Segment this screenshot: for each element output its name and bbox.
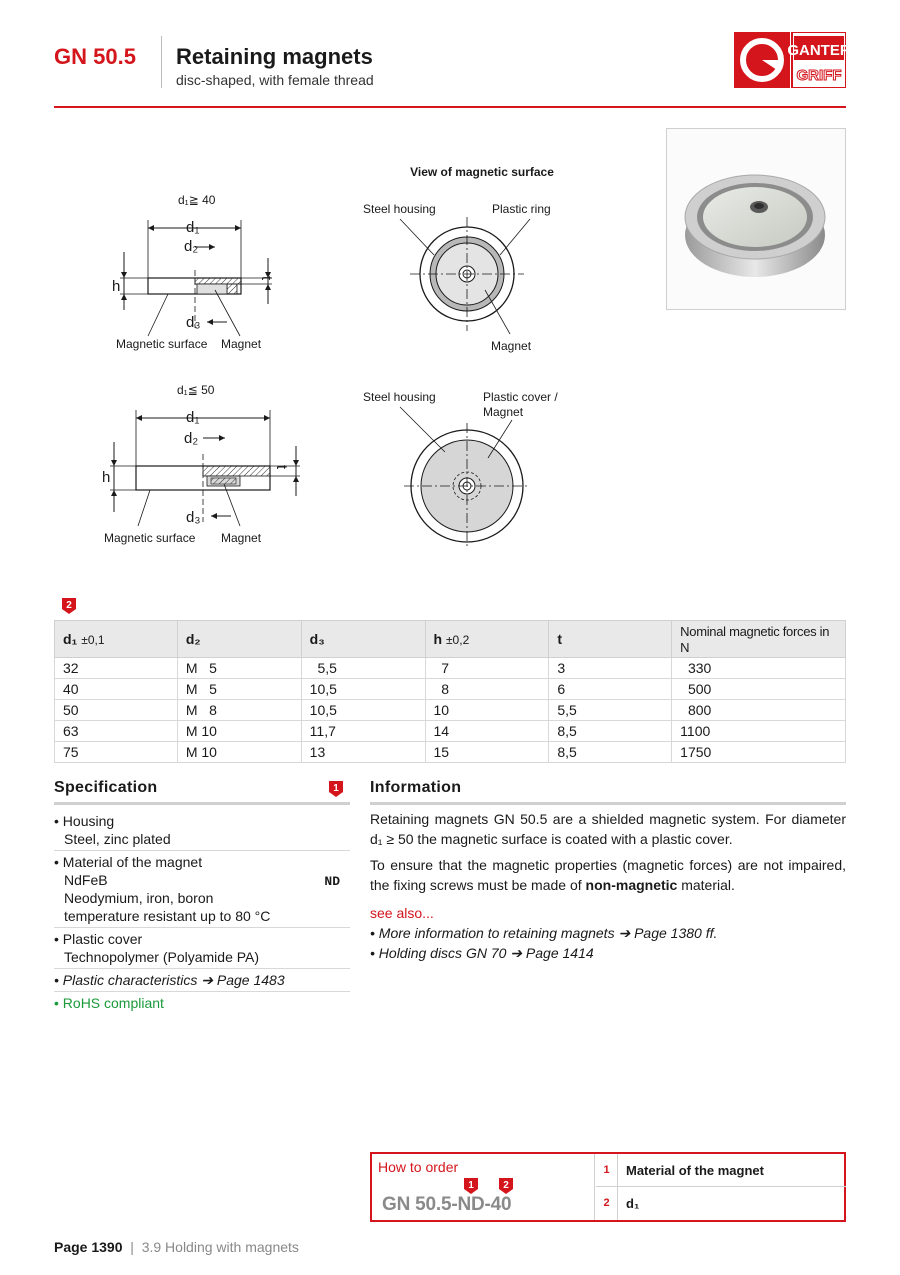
table-cell: 13 xyxy=(301,742,425,763)
header-nominal-force: Nominal magnetic forces in N xyxy=(672,621,846,658)
bottom-t-label: t xyxy=(273,465,290,470)
svg-text:2: 2 xyxy=(66,600,72,611)
logo-text-top: GANTER xyxy=(787,42,846,59)
spec-housing: • Housing Steel, zinc plated xyxy=(54,810,350,851)
svg-text:1: 1 xyxy=(333,783,339,794)
table-cell: 50 xyxy=(55,700,178,721)
info-paragraph-1: Retaining magnets GN 50.5 are a shielded magnetic system. For diameter d₁ ≥ 50 the magnetic surface is coated with a plastic cover. xyxy=(370,811,846,847)
top-plastic-ring-label: Plastic ring xyxy=(492,202,551,216)
bottom-magnet-label: Magnet xyxy=(221,531,262,545)
table-header-row xyxy=(55,621,846,658)
ganter-griff-logo xyxy=(734,32,846,88)
information-rule xyxy=(370,802,846,805)
page-number: Page 1390 xyxy=(54,1239,123,1255)
top-magnet-label: Magnet xyxy=(221,337,262,351)
page-footer: Page 1390 | 3.9 Holding with magnets xyxy=(54,1239,299,1255)
technical-drawing xyxy=(0,120,660,560)
view-title: View of magnetic surface xyxy=(410,165,554,179)
table-row xyxy=(55,742,846,763)
header-h: h ±0,2 xyxy=(425,621,549,658)
page-title: Retaining magnets xyxy=(176,44,373,69)
top-condition-label: d₁≧ 40 xyxy=(178,193,216,207)
order-marker-1 xyxy=(464,1178,478,1194)
bottom-steel-housing-label: Steel housing xyxy=(363,390,436,404)
spec-magnet-material: • Material of the magnet NdFeB ND Neodymium, iron, boron temperature resistant up to 80 °C xyxy=(54,851,350,928)
table-cell: 500 xyxy=(672,679,846,700)
table-cell: M 10 xyxy=(177,742,301,763)
bottom-d2-label: d₂ xyxy=(184,430,199,447)
top-d3-label: d₃ xyxy=(186,314,201,331)
information-body xyxy=(370,809,846,963)
table-cell: 32 xyxy=(55,658,178,679)
top-steel-housing-label: Steel housing xyxy=(363,202,436,216)
table-cell: 8 xyxy=(425,679,549,700)
product-code: GN 50.5 xyxy=(54,44,136,69)
svg-text:1: 1 xyxy=(468,1180,474,1191)
top-t-label: t xyxy=(258,276,275,281)
header-rule xyxy=(54,106,846,108)
table-cell: M 8 xyxy=(177,700,301,721)
table-cell: 10 xyxy=(425,700,549,721)
table-cell: 1100 xyxy=(672,721,846,742)
magnet-code: ND xyxy=(324,874,340,889)
table-cell: 800 xyxy=(672,700,846,721)
header-d1: d₁ ±0,1 xyxy=(55,621,178,658)
info-paragraph-2: To ensure that the magnetic properties (magnetic forces) are not impaired, the fixing screws must be made of non-magnetic material. xyxy=(370,857,846,893)
information-title: Information xyxy=(370,779,462,796)
info-link-holding-discs[interactable]: • Holding discs GN 70 ➔ Page 1414 xyxy=(370,945,594,961)
specification-list xyxy=(54,810,350,1014)
table-row xyxy=(55,679,846,700)
table-row xyxy=(55,721,846,742)
table-cell: 63 xyxy=(55,721,178,742)
title-separator xyxy=(161,36,162,88)
table-row xyxy=(55,700,846,721)
top-d1-label: d₁ xyxy=(186,219,200,236)
table-row xyxy=(55,658,846,679)
table-cell: 15 xyxy=(425,742,549,763)
top-magnetic-surface-label: Magnetic surface xyxy=(116,337,208,351)
table-cell: M 5 xyxy=(177,658,301,679)
order-code: GN 50.5-ND-40 xyxy=(382,1194,512,1215)
bottom-h-label: h xyxy=(102,469,111,486)
see-also-label: see also... xyxy=(370,905,434,921)
table-cell: 5,5 xyxy=(549,700,672,721)
table-cell: 10,5 xyxy=(301,679,425,700)
page-subtitle: disc-shaped, with female thread xyxy=(176,72,374,88)
bottom-plastic-cover-label-1: Plastic cover / xyxy=(483,390,558,404)
bottom-magnetic-surface-label: Magnetic surface xyxy=(104,531,196,545)
table-cell: 330 xyxy=(672,658,846,679)
specification-title: Specification xyxy=(54,779,158,796)
top-h-label: h xyxy=(112,278,121,295)
dimensions-table xyxy=(54,620,846,763)
table-marker-2 xyxy=(62,598,76,619)
order-marker-2 xyxy=(499,1178,513,1194)
table-cell: 75 xyxy=(55,742,178,763)
bottom-condition-label: d₁≦ 50 xyxy=(177,383,215,397)
svg-text:2: 2 xyxy=(503,1180,509,1191)
table-cell: 10,5 xyxy=(301,700,425,721)
how-to-order-box xyxy=(370,1152,846,1222)
info-link-retaining-magnets[interactable]: • More information to retaining magnets ➔ Page 1380 ff. xyxy=(370,925,718,941)
how-to-order-label: How to order xyxy=(378,1159,459,1175)
table-cell: 11,7 xyxy=(301,721,425,742)
header-d3: d₃ xyxy=(301,621,425,658)
footer-section: 3.9 Holding with magnets xyxy=(141,1239,299,1255)
table-cell: M 5 xyxy=(177,679,301,700)
spec-plastic-characteristics-link[interactable]: • Plastic characteristics ➔ Page 1483 xyxy=(54,969,350,992)
table-cell: 7 xyxy=(425,658,549,679)
table-cell: 3 xyxy=(549,658,672,679)
table-cell: M 10 xyxy=(177,721,301,742)
product-photo xyxy=(666,128,846,310)
header-d2: d₂ xyxy=(177,621,301,658)
table-cell: 8,5 xyxy=(549,742,672,763)
bottom-d1-label: d₁ xyxy=(186,409,200,426)
table-cell: 40 xyxy=(55,679,178,700)
header-t: t xyxy=(549,621,672,658)
spec-plastic-cover: • Plastic cover Technopolymer (Polyamide PA) xyxy=(54,928,350,969)
bottom-d3-label: d₃ xyxy=(186,509,201,526)
top-view-magnet-label: Magnet xyxy=(491,339,532,353)
order-row-material: 1 Material of the magnet xyxy=(596,1154,846,1187)
table-cell: 5,5 xyxy=(301,658,425,679)
table-cell: 14 xyxy=(425,721,549,742)
order-row-d1: 2 d₁ xyxy=(596,1187,846,1220)
logo-text-bottom: GRIFF xyxy=(796,67,842,84)
table-cell: 6 xyxy=(549,679,672,700)
specification-rule xyxy=(54,802,350,805)
bottom-plastic-cover-label-2: Magnet xyxy=(483,405,524,419)
specification-marker-1 xyxy=(329,781,343,802)
top-d2-label: d₂ xyxy=(184,238,199,255)
table-cell: 1750 xyxy=(672,742,846,763)
spec-rohs: • RoHS compliant xyxy=(54,995,164,1011)
table-cell: 8,5 xyxy=(549,721,672,742)
